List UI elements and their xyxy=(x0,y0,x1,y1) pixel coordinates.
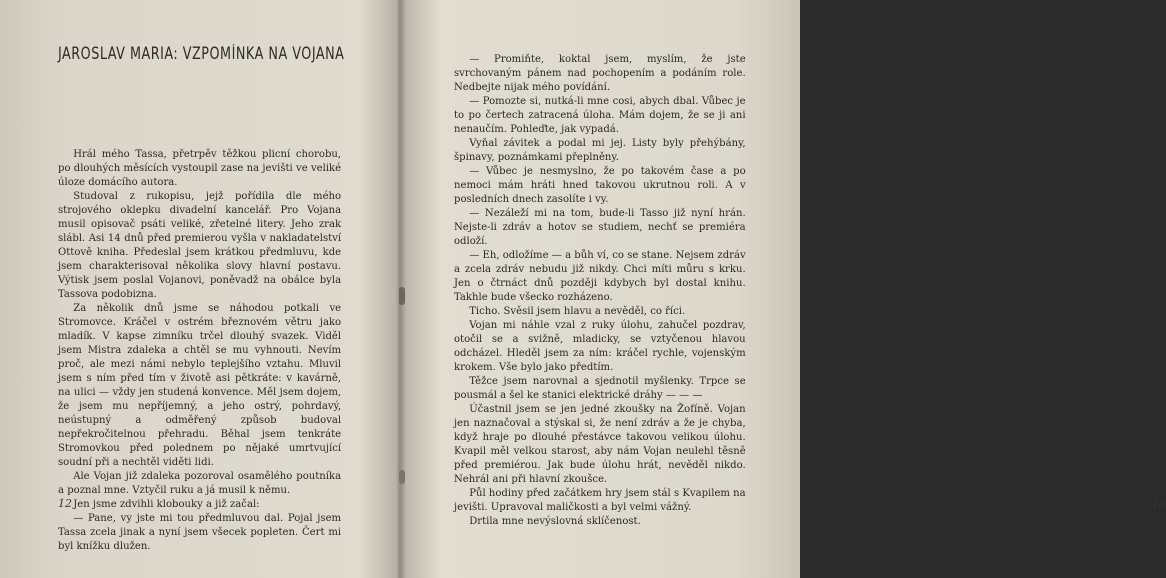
paragraph: Za několik dnů jsme se náhodou potkali ve Stromovce. Kráčel v ostrém březnovém větru jako mladík. V kapse zimníku trčel dlouhý svazek. Viděl jsem Mistra zdaleka a chtěl se mu vyhnouti. Nevím proč, ale mezi námi nebylo teplejšího vztahu. Mluvil jsem s ním před tím v životě asi pětkráte: v kavárně, na ulici — vždy jen studená konvence. Měl jsem dojem, že jsem mu nepříjemný, a jeho ostrý, pohrdavý, neústupný a odměřený způsob budoval nepřekročitelnou přehradu. Běhal jsem tenkráte Stromovkou před polednem po nějaké umrtvující soudní při a nechtěl viděti lidi. xyxy=(58,302,342,468)
paragraph: — Pane, vy jste mi tou předmluvou dal. Pojal jsem Tassa zcela jinak a nyní jsem všecek popleten. Čert mi byl knížku dlužen. xyxy=(58,512,342,552)
paragraph: Ticho. Svěsil jsem hlavu a nevěděl, co říci. xyxy=(469,305,686,317)
paragraph: Vyňal závitek a podal mi jej. Listy byly přehýbány, špinavy, poznámkami přeplněny. xyxy=(454,137,746,163)
paragraph: Jen jsme zdvihli klobouky a již začal: xyxy=(73,498,260,510)
paragraph: Vojan mi náhle vzal z ruky úlohu, zahučel pozdrav, otočil se a svižně, mladicky, se vztyčenou hlavou odcházel. Hleděl jsem za ním: kráčel rychle, vojenským krokem. Vše bylo jako předtím. xyxy=(454,319,746,373)
paragraph: Studoval z rukopisu, jejž pořídila dle mého strojového oklepku divadelní kancelář. Pro Vojana musil opisovač psáti veliké, zřetelné litery. Jeho zrak slábl. Asi 14 dnů před premierou vyšla v nakladatelství Ottově kniha. Předeslal jsem krátkou předmluvu, kde jsem charakterisoval několika slovy hlavní postavu. Výtisk jsem poslal Vojanovi, poněvadž na obálce byla Tassova podobizna. xyxy=(58,190,342,300)
left-page xyxy=(0,0,400,578)
chapter-title: JAROSLAV MARIA: VZPOMÍNKA NA VOJANA xyxy=(58,44,345,63)
paragraph: Drtila mne nevýslovná sklíčenost. xyxy=(469,515,641,527)
paragraph: — Pomozte si, nutká-li mne cosi, abych dbal. Vůbec je to po čertech zatracená úloha. Mám dojem, že se ji ani nenaučím. Pohleďte, jak vypadá. xyxy=(454,95,746,135)
paragraph: Těžce jsem narovnal a sjednotil myšlenky. Trpce se pousmál a šel ke stanici elektrické dráhy — — — xyxy=(454,375,746,401)
page-number-right: 13 xyxy=(1152,497,1166,510)
paragraph: — Eh, odložíme — a bůh ví, co se stane. Nejsem zdráv a zcela zdráv nebudu již nikdy. Chci míti můru s krku. Jen o čtrnáct dnů později kdybych byl dostal knihu. Takhle bude všecko rozházeno. xyxy=(454,249,746,303)
right-page-text xyxy=(454,52,746,528)
paragraph: Ale Vojan již zdaleka pozoroval osamělého poutníka a poznal mne. Vztyčil ruku a já musil k němu. xyxy=(58,470,342,496)
paragraph: — Promiňte, koktal jsem, myslím, že jste svrchovaným pánem nad pochopením a podáním role. Nedbejte nijak mého povídání. xyxy=(454,53,746,93)
paragraph: Účastnil jsem se jen jedné zkoušky na Žofíně. Vojan jen naznačoval a stýskal si, že není zdráv a že je chyba, když hraje po dlouhé přestávce takovou velikou úlohu. Kvapil měl velkou starost, aby nám Vojan neulehl těsně před premiérou. Jak bude úlohu hrát, nevěděl nikdo. Nehrál ani při hlavní zkoušce. xyxy=(454,403,746,485)
paragraph: — Vůbec je nesmyslno, že po takovém čase a po nemoci mám hráti hned takovou ukrutnou roli. A v posledních dnech zasolíte i vy. xyxy=(454,165,746,205)
paragraph: — Nezáleží mi na tom, bude-li Tasso již nyní hrán. Nejste-li zdráv a hotov se studiem, nechť se premiéra odloží. xyxy=(454,207,746,247)
paragraph: Půl hodiny před začátkem hry jsem stál s Kvapilem na jevišti. Upravoval maličkosti a byl velmi vážný. xyxy=(454,487,746,513)
left-page-text xyxy=(58,147,341,553)
paragraph: Hrál mého Tassa, přetrpěv těžkou plicní chorobu, po dlouhých měsících vystoupil zase na jevišti ve veliké úloze domácího autora. xyxy=(58,148,342,188)
page-number-left: 12 xyxy=(58,497,72,510)
